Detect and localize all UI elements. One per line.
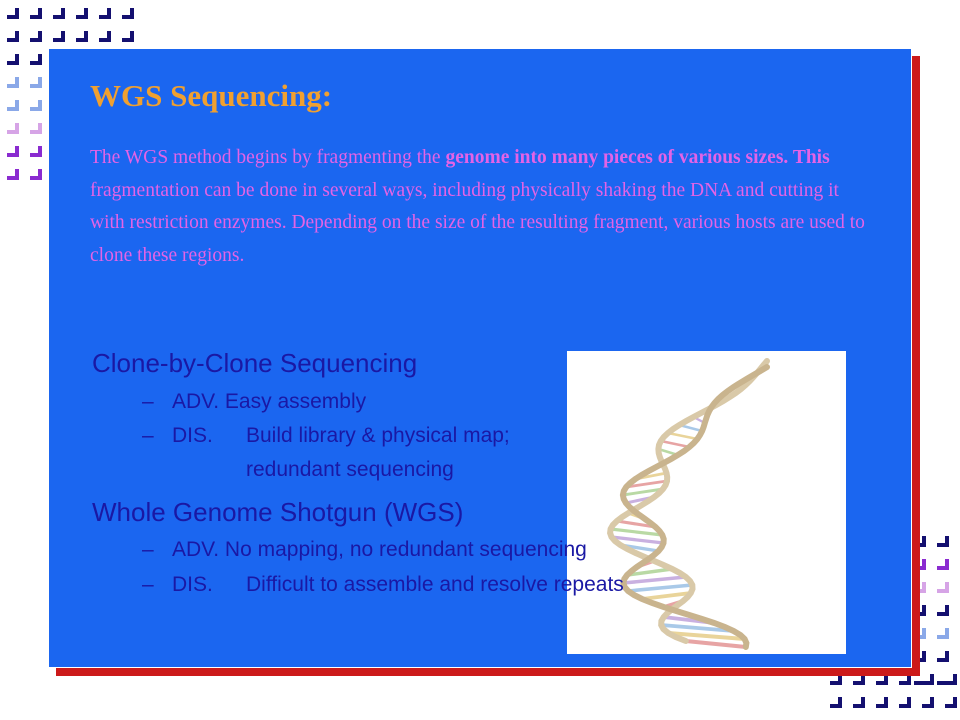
- dna-rung: [686, 641, 746, 647]
- wgs-dis-text: Difficult to assemble and resolve repeats: [246, 573, 624, 596]
- dna-rung: [668, 433, 697, 439]
- clone-dis-item: [142, 424, 510, 448]
- dna-double-helix-icon: [567, 351, 846, 654]
- clone-dis-continuation: redundant sequencing: [246, 458, 454, 481]
- intro-paragraph: [90, 142, 870, 272]
- decorative-square: [937, 559, 949, 570]
- decorative-square: [7, 8, 19, 19]
- decorative-square: [7, 31, 19, 42]
- decorative-square: [7, 123, 19, 134]
- clone-adv-text: ADV. Easy assembly: [172, 390, 367, 413]
- decorative-square: [7, 54, 19, 65]
- decorative-square: [830, 697, 842, 708]
- clone-adv-item: [142, 390, 366, 414]
- bullet-dash: –: [142, 538, 154, 561]
- decorative-square: [30, 54, 42, 65]
- decorative-square: [76, 8, 88, 19]
- bullet-dash: –: [142, 573, 154, 596]
- dna-rung: [623, 577, 685, 583]
- slide-title: WGS Sequencing:: [90, 78, 333, 113]
- decorative-square: [876, 697, 888, 708]
- decorative-square: [53, 8, 65, 19]
- decorative-square: [922, 674, 934, 685]
- decorative-square: [945, 697, 957, 708]
- decorative-square: [937, 605, 949, 616]
- decorative-square: [899, 697, 911, 708]
- decorative-square: [53, 31, 65, 42]
- decorative-square: [937, 628, 949, 639]
- decorative-square: [30, 146, 42, 157]
- dna-rung: [661, 441, 690, 447]
- decorative-square: [937, 582, 949, 593]
- clone-dis-text: Build library & physical map;: [246, 424, 510, 447]
- wgs-adv-text: ADV. No mapping, no redundant sequencing: [172, 538, 587, 561]
- dna-helix-drawing: [567, 351, 846, 654]
- decorative-square: [937, 536, 949, 547]
- intro-text-part1: The WGS method begins by fragmenting the: [90, 147, 446, 168]
- decorative-square: [7, 146, 19, 157]
- section-heading-clone-by-clone: Clone-by-Clone Sequencing: [92, 348, 418, 378]
- bullet-dash: –: [142, 390, 154, 413]
- wgs-adv-item: [142, 538, 587, 562]
- decorative-square: [853, 697, 865, 708]
- decorative-square: [122, 8, 134, 19]
- decorative-square: [30, 31, 42, 42]
- decorative-square: [30, 77, 42, 88]
- wgs-dis-item: [142, 573, 624, 597]
- decorative-square: [30, 100, 42, 111]
- decorative-square: [30, 169, 42, 180]
- intro-text-bold: genome into many pieces of various sizes. This: [445, 147, 830, 168]
- decorative-square: [30, 8, 42, 19]
- decorative-square: [122, 31, 134, 42]
- decorative-square: [922, 697, 934, 708]
- decorative-square: [7, 100, 19, 111]
- decorative-square: [99, 8, 111, 19]
- wgs-dis-prefix: DIS.: [172, 573, 213, 596]
- section-heading-wgs: Whole Genome Shotgun (WGS): [92, 497, 464, 527]
- decorative-square: [945, 674, 957, 685]
- decorative-square: [7, 169, 19, 180]
- bullet-dash: –: [142, 424, 154, 447]
- decorative-square: [7, 77, 19, 88]
- decorative-square: [99, 31, 111, 42]
- clone-dis-prefix: DIS.: [172, 424, 213, 447]
- decorative-square: [76, 31, 88, 42]
- dna-rung: [628, 585, 692, 591]
- decorative-square: [937, 651, 949, 662]
- decorative-square: [30, 123, 42, 134]
- intro-text-part2: fragmentation can be done in several ways, including physically shaking the DNA and cutting it with restriction enzymes. Depending on the size of the resulting fragment, various hosts are used to clone these regions.: [90, 179, 865, 266]
